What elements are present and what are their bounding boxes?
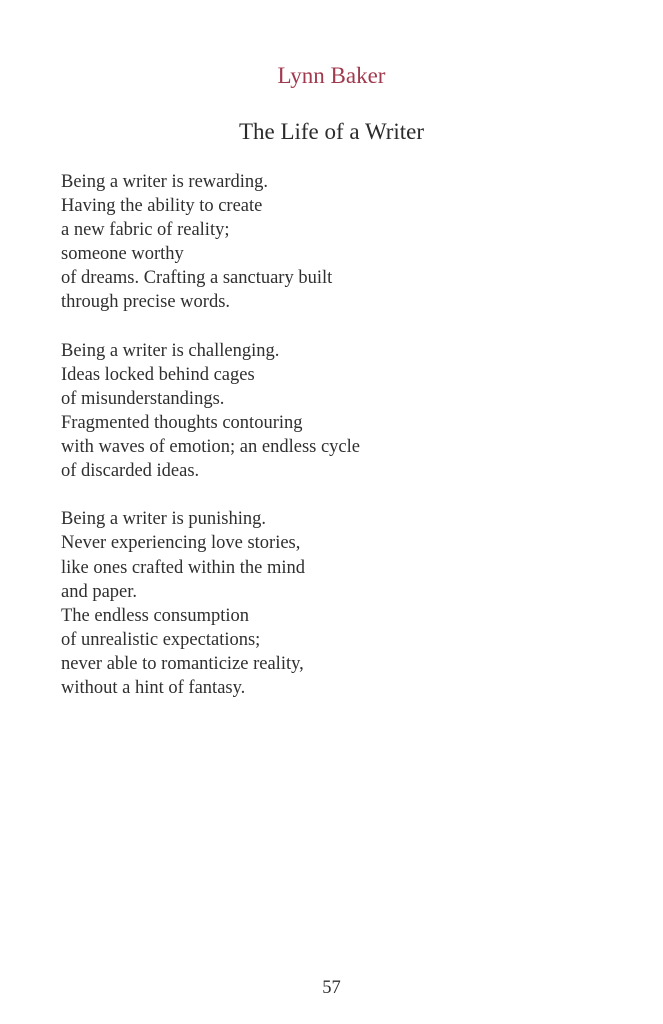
poem-line: Never experiencing love stories, [61,533,301,554]
poem-line: like ones crafted within the mind [61,557,306,578]
poem-line: The endless consumption [61,605,250,626]
poem-line: of unrealistic expectations; [61,629,261,650]
poem-line: of misunderstandings. [61,388,225,409]
poem-line: a new fabric of reality; [61,220,230,241]
poem-title: The Life of a Writer [238,119,425,144]
poem-line: through precise words. [61,292,231,313]
page-number: 57 [322,978,341,998]
stanza-1 [61,170,621,315]
poem-line: Fragmented thoughts contouring [61,412,303,433]
poem-line: never able to romanticize reality, [61,653,304,674]
poem-line: Having the ability to create [61,196,263,217]
poem-line: and paper. [61,581,138,602]
author-name: Lynn Baker [277,63,386,88]
poem-line: Being a writer is challenging. [61,340,280,361]
poem-line: someone worthy [61,244,184,265]
poem-line: with waves of emotion; an endless cycle [61,437,360,458]
stanza-3 [61,507,621,700]
poem-line: without a hint of fantasy. [61,677,246,698]
poem-line: Being a writer is punishing. [61,509,267,530]
poem-line: Ideas locked behind cages [61,364,255,385]
poem-line: of discarded ideas. [61,461,200,482]
poem-body [61,170,621,724]
stanza-2 [61,339,621,484]
poem-line: Being a writer is rewarding. [61,172,269,192]
poem-line: of dreams. Crafting a sanctuary built [61,268,333,289]
